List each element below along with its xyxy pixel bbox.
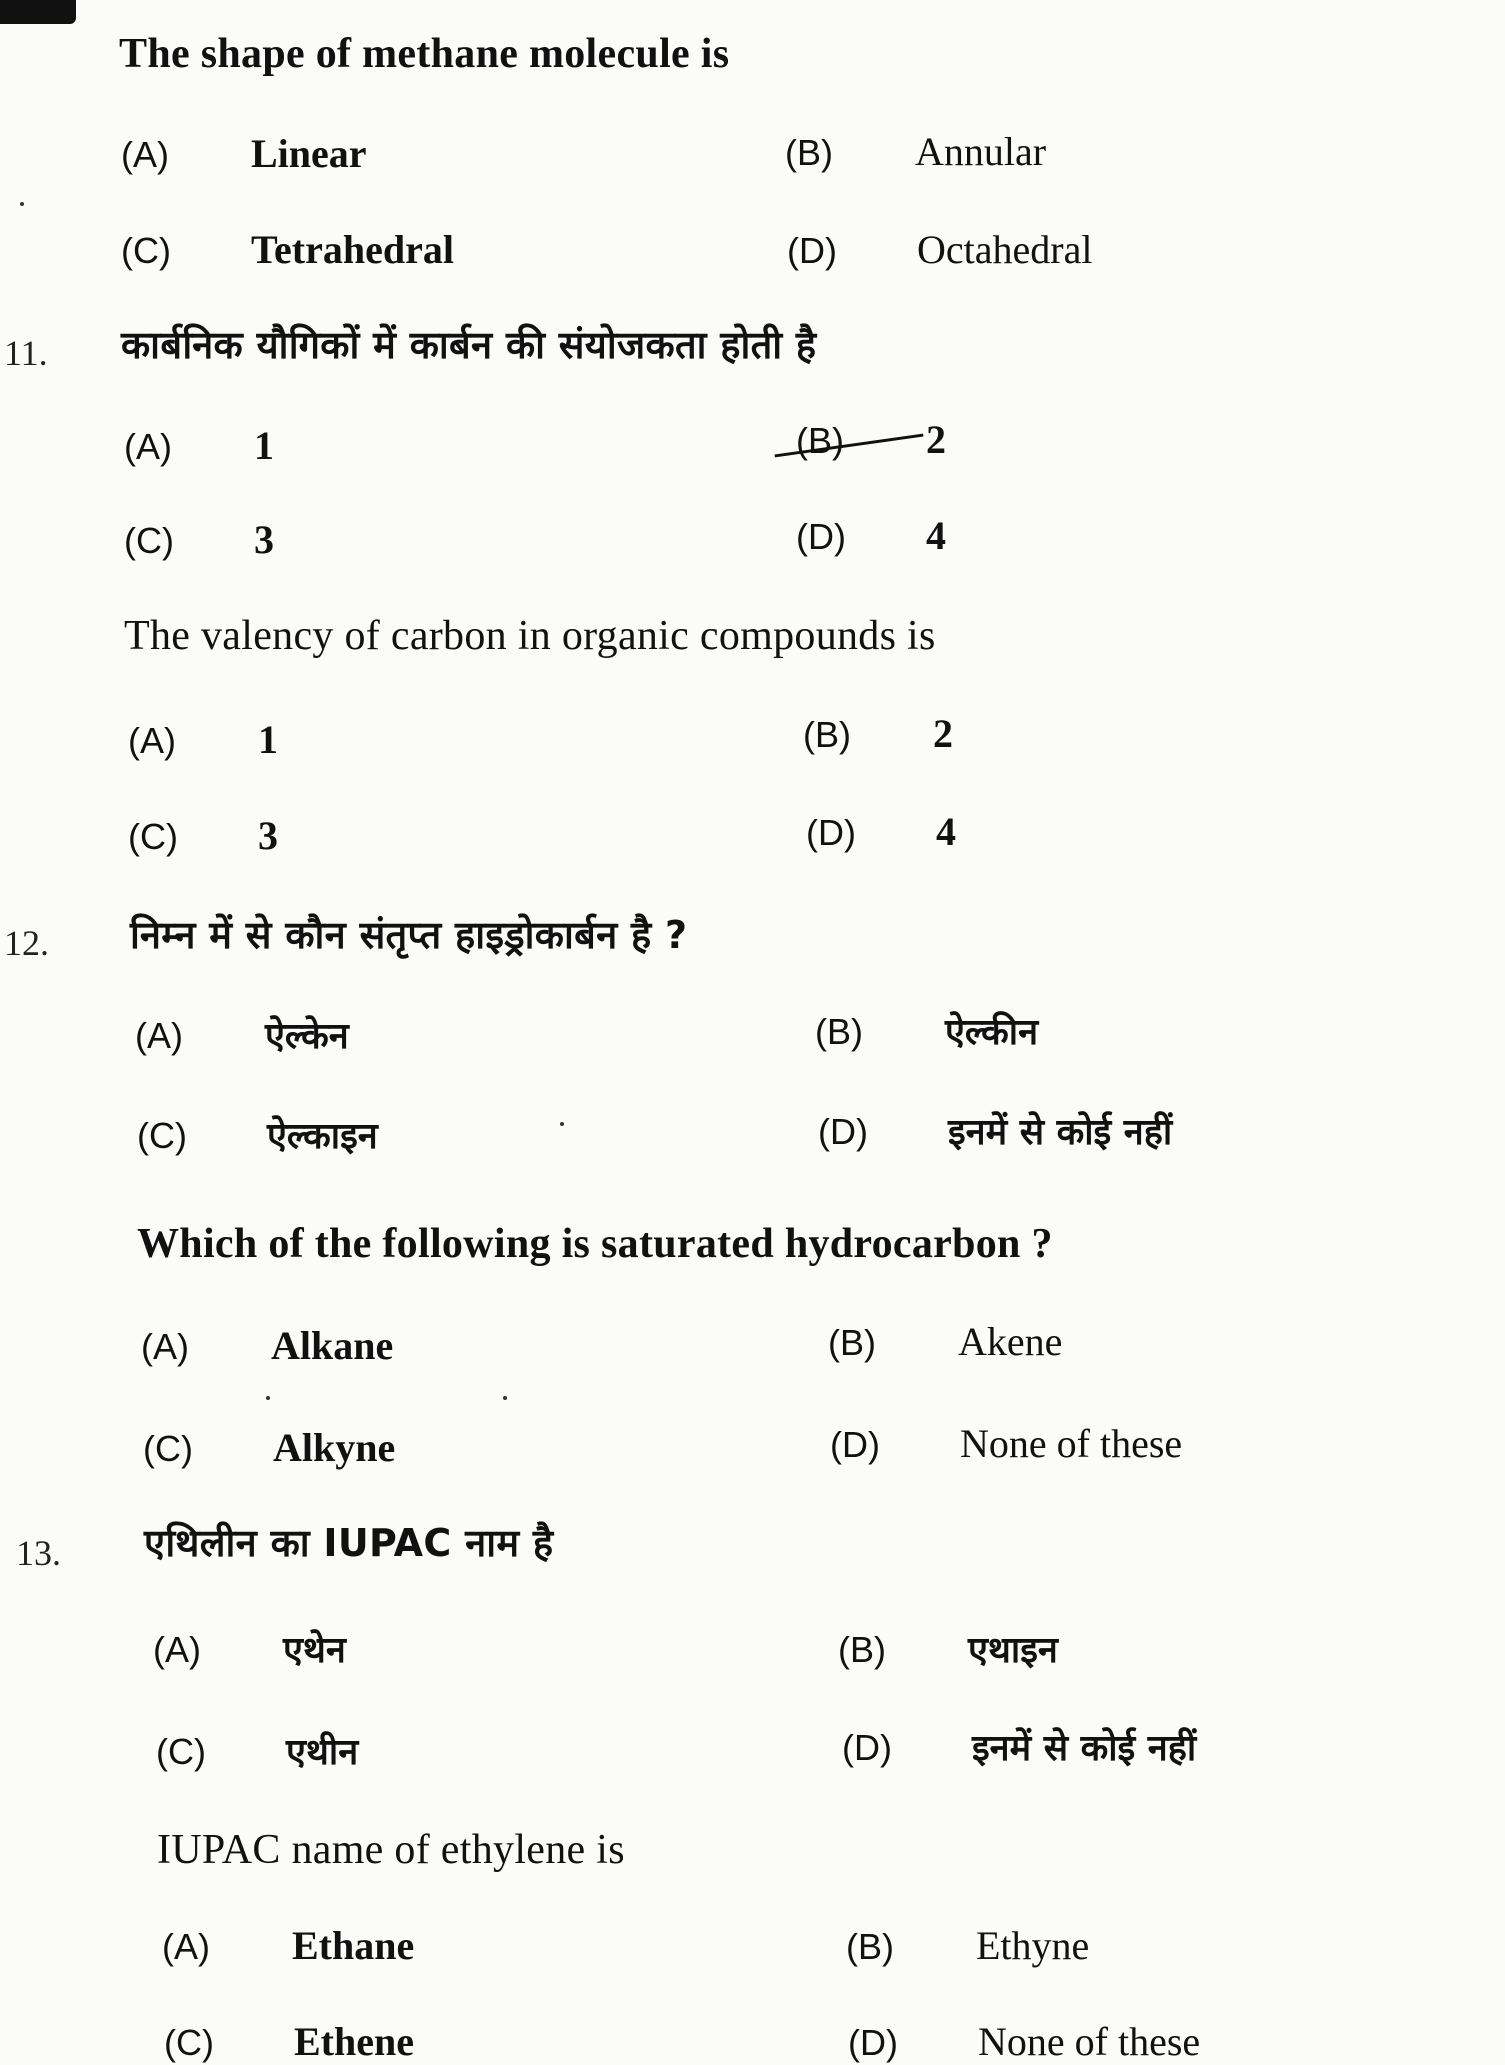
option-label: (D) [787, 230, 837, 271]
question-11-number: 11. [4, 333, 48, 373]
q13-en-option-c-cutoff[interactable] [164, 2018, 414, 2065]
option-label: (D) [796, 516, 846, 557]
option-value: Ethane [292, 1923, 415, 1968]
q11-hi-option-b[interactable] [796, 416, 946, 463]
option-label: (C) [143, 1428, 193, 1469]
option-value: इनमें से कोई नहीं [948, 1112, 1173, 1153]
page-corner-marker [0, 0, 76, 24]
option-label: (B) [785, 132, 833, 173]
print-speck [20, 202, 24, 206]
question-13-text-hi: एथिलीन का IUPAC नाम है [144, 1521, 554, 1565]
q12-hi-option-c[interactable] [137, 1110, 378, 1159]
print-speck [560, 1122, 564, 1126]
option-value: Alkyne [273, 1425, 396, 1470]
q12-hi-option-a[interactable] [135, 1010, 349, 1059]
option-label: (B) [828, 1322, 876, 1363]
question-11-text-en: The valency of carbon in organic compounds is [124, 613, 936, 659]
option-label: (A) [141, 1326, 189, 1367]
option-value: 4 [926, 513, 946, 558]
option-label: (D) [830, 1424, 880, 1465]
option-label: (A) [124, 426, 172, 467]
q13-hi-option-d[interactable] [842, 1722, 1196, 1771]
q12-en-option-a[interactable] [141, 1322, 393, 1369]
q13-en-option-a[interactable] [162, 1922, 414, 1969]
option-label: (B) [815, 1011, 863, 1052]
q11-en-option-a[interactable] [128, 716, 278, 763]
q11-en-option-b[interactable] [803, 710, 953, 757]
print-speck [266, 1396, 270, 1400]
option-label-struck: (B) [796, 420, 926, 462]
option-value: एथाइन [968, 1630, 1058, 1671]
q13-hi-option-c[interactable] [156, 1726, 358, 1775]
q12-en-option-b[interactable] [828, 1318, 1062, 1365]
print-speck [503, 1396, 507, 1400]
option-label: (B) [846, 1926, 894, 1967]
option-label: (D) [806, 812, 856, 853]
option-label: (A) [128, 720, 176, 761]
option-value: 4 [936, 809, 956, 854]
option-label: (D) [818, 1111, 868, 1152]
option-value: 2 [926, 417, 946, 462]
option-value: एथीन [286, 1732, 359, 1773]
option-value: Annular [915, 129, 1047, 174]
option-value: एथेन [283, 1630, 346, 1671]
option-label: (B) [803, 714, 851, 755]
option-value: 2 [933, 711, 953, 756]
option-value: ऐल्काइन [267, 1116, 378, 1157]
option-label: (C) [137, 1115, 187, 1156]
option-label: (A) [121, 134, 169, 175]
option-value: 1 [254, 423, 274, 468]
option-label: (A) [135, 1015, 183, 1056]
option-value: ऐल्केन [265, 1016, 349, 1057]
option-label: (D) [842, 1727, 892, 1768]
option-value: इनमें से कोई नहीं [972, 1728, 1197, 1769]
option-label: (C) [121, 230, 171, 271]
question-12-number: 12. [4, 923, 49, 963]
question-13-text-en: IUPAC name of ethylene is [157, 1827, 625, 1873]
option-value: None of these [978, 2019, 1201, 2064]
option-value: Tetrahedral [251, 227, 454, 272]
option-label: (B) [838, 1629, 886, 1670]
q11-hi-option-a[interactable] [124, 422, 274, 469]
option-value: Ethene [294, 2019, 414, 2064]
q11-hi-option-c[interactable] [124, 516, 274, 563]
question-13-number: 13. [16, 1533, 61, 1573]
q13-hi-option-b[interactable] [838, 1624, 1058, 1673]
option-value: Alkane [271, 1323, 394, 1368]
option-value: Ethyne [976, 1923, 1090, 1968]
option-value: Akene [958, 1319, 1063, 1364]
question-10-text-en: The shape of methane molecule is [119, 31, 730, 77]
q13-en-option-d-cutoff[interactable] [848, 2018, 1200, 2065]
option-label: (A) [153, 1629, 201, 1670]
option-value: ऐल्कीन [945, 1012, 1039, 1053]
option-label: (C) [164, 2022, 214, 2063]
option-value: Octahedral [917, 227, 1093, 272]
q12-hi-option-b[interactable] [815, 1006, 1038, 1055]
question-12-text-hi: निम्न में से कौन संतृप्त हाइड्रोकार्बन है ? [130, 913, 688, 957]
q12-en-option-d[interactable] [830, 1420, 1182, 1467]
q10-option-a[interactable] [121, 130, 367, 177]
q11-hi-option-d[interactable] [796, 512, 946, 559]
option-value: 3 [258, 813, 278, 858]
option-value: None of these [960, 1421, 1183, 1466]
question-11-text-hi: कार्बनिक यौगिकों में कार्बन की संयोजकता होती है [121, 323, 817, 367]
q13-en-option-b[interactable] [846, 1922, 1089, 1969]
q13-hi-option-a[interactable] [153, 1624, 346, 1673]
q10-option-c[interactable] [121, 226, 454, 273]
option-label: (C) [124, 520, 174, 561]
q11-en-option-d[interactable] [806, 808, 956, 855]
q11-en-option-c[interactable] [128, 812, 278, 859]
q12-en-option-c[interactable] [143, 1424, 395, 1471]
option-label: (D) [848, 2022, 898, 2063]
q10-option-d[interactable] [787, 226, 1092, 273]
option-label: (A) [162, 1926, 210, 1967]
option-label: (C) [128, 816, 178, 857]
option-label: (C) [156, 1731, 206, 1772]
question-12-text-en: Which of the following is saturated hydrocarbon ? [137, 1221, 1053, 1267]
q10-option-b[interactable] [785, 128, 1046, 175]
option-value: 1 [258, 717, 278, 762]
option-value: Linear [251, 131, 367, 176]
option-value: 3 [254, 517, 274, 562]
q12-hi-option-d[interactable] [818, 1106, 1172, 1155]
